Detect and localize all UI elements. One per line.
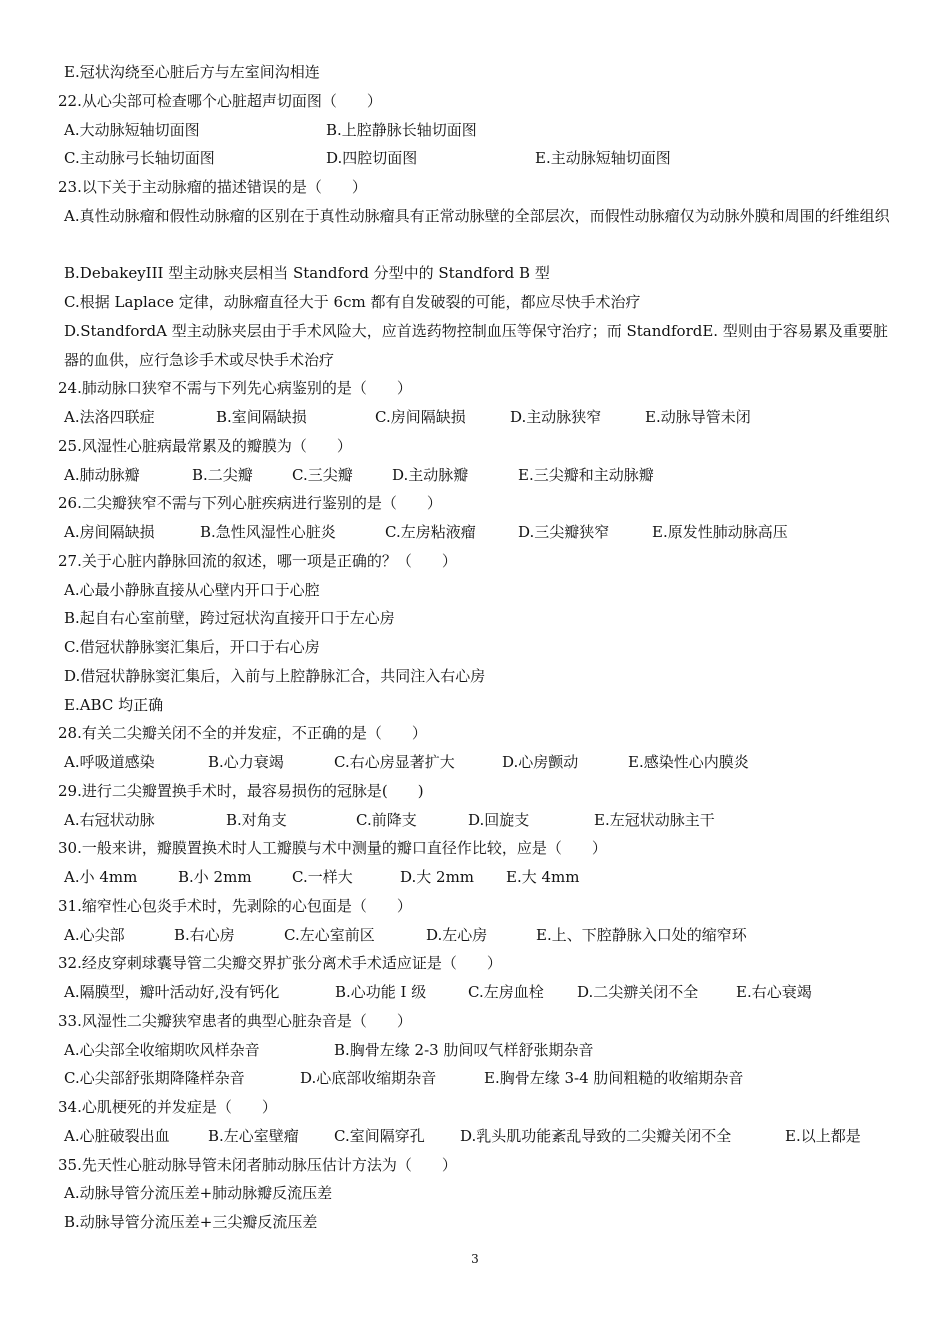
option-text: E.上、下腔静脉入口处的缩窄环 <box>536 925 747 944</box>
option-row <box>0 863 950 892</box>
option-row <box>0 1036 950 1065</box>
option-text: B.急性风湿性心脏炎 <box>200 523 336 541</box>
option-text: E.右心衰竭 <box>736 983 812 1001</box>
option-text: B.二尖瓣 <box>192 465 253 484</box>
option-row <box>0 748 950 777</box>
question-stem: 34.心肌梗死的并发症是（ ） <box>58 1098 277 1116</box>
option-row <box>0 403 950 432</box>
question-stem: 35.先天性心脏动脉导管未闭者肺动脉压估计方法为（ ） <box>58 1155 457 1174</box>
option-text: E.主动脉短轴切面图 <box>535 149 671 168</box>
question-stem: 29.进行二尖瓣置换手术时，最容易损伤的冠脉是( ) <box>58 781 424 800</box>
option-text: C.左房血栓 <box>468 983 544 1001</box>
option-text: B.小 2mm <box>178 868 252 886</box>
option-text: B.对角支 <box>226 810 287 829</box>
option-text: A.右冠状动脉 <box>64 810 155 829</box>
option-text: A.动脉导管分流压差+肺动脉瓣反流压差 <box>64 1184 333 1203</box>
option-row <box>0 116 950 145</box>
option-text: D.二尖辧关闭不全 <box>577 983 699 1001</box>
option-text: B.心力衰竭 <box>208 753 284 771</box>
option-text: A.房间隔缺损 <box>64 523 155 541</box>
option-text: A.心尖部 <box>64 925 125 944</box>
option-text: C.前降支 <box>356 810 417 829</box>
option-row <box>0 1064 950 1093</box>
option-text: A.心最小静脉直接从心壁内开口于心腔 <box>64 580 320 599</box>
question-stem: 31.缩窄性心包炎手术时，先剥除的心包面是（ ） <box>58 896 412 915</box>
option-row <box>0 978 950 1007</box>
option-text: B.DebakeyIII 型主动脉夹层相当 Standford 分型中的 Standford B 型 <box>64 264 550 283</box>
document-body <box>0 58 950 1237</box>
option-text: A.心脏破裂出血 <box>64 1126 170 1145</box>
question-stem: 27.关于心脏内静脉回流的叙述，哪一项是正确的？（ ） <box>58 551 457 570</box>
option-text: A.呼吸道感染 <box>64 753 155 771</box>
option-text: E.原发性肺动脉高压 <box>652 523 788 541</box>
question-stem: 30.一般来讲，瓣膜置换术时人工瓣膜与术中测量的瓣口直径作比较，应是（ ） <box>58 839 607 858</box>
option-text: A.隔膜型，瓣叶活动好,没有钙化 <box>64 983 280 1001</box>
option-text: B.室间隔缺损 <box>216 408 307 426</box>
option-text: E.冠状沟绕至心脏后方与左室间沟相连 <box>64 63 320 81</box>
option-text: B.左心室壁瘤 <box>208 1126 299 1145</box>
option-text: C.房间隔缺损 <box>375 408 466 426</box>
option-row <box>0 806 950 835</box>
option-text: D.左心房 <box>426 925 488 944</box>
option-text: B.动脉导管分流压差+三尖瓣反流压差 <box>64 1213 318 1231</box>
option-row <box>0 461 950 490</box>
option-text: C.左心室前区 <box>284 925 375 944</box>
question-stem: 33.风湿性二尖瓣狭窄患者的典型心脏杂音是（ ） <box>58 1011 412 1030</box>
option-text: C.根据 Laplace 定律，动脉瘤直径大于 6cm 都有自发破裂的可能，都应尽快手术治疗 <box>64 293 641 311</box>
option-text: D.主动脉狭窄 <box>510 408 602 426</box>
option-text: A.大动脉短轴切面图 <box>64 120 200 139</box>
option-text: D.主动脉瓣 <box>392 465 469 484</box>
option-text: C.主动脉弓长轴切面图 <box>64 149 215 168</box>
option-text: C.一样大 <box>292 868 353 886</box>
question-stem: 32.经皮穿刺球囊导管二尖瓣交界扩张分离术手术适应证是（ ） <box>58 954 502 973</box>
option-text: E.ABC 均正确 <box>64 695 164 714</box>
option-text: D.四腔切面图 <box>326 149 418 168</box>
option-row <box>0 144 950 173</box>
question-stem: 26.二尖瓣狭窄不需与下列心脏疾病进行鉴别的是（ ） <box>58 494 442 513</box>
option-row <box>0 1122 950 1151</box>
option-text: D.StandfordA 型主动脉夹层由于手术风险大，应首选药物控制血压等保守治疗；而 StandfordE. 型则由于容易累及重要脏器的血供，应行急诊手术或尽快手术治疗 <box>64 321 888 369</box>
option-row <box>0 921 950 950</box>
option-text: D.心底部收缩期杂音 <box>300 1069 437 1088</box>
option-text: C.左房粘液瘤 <box>385 523 476 541</box>
option-text: D.借冠状静脉窦汇集后，入前与上腔静脉汇合，共同注入右心房 <box>64 666 486 685</box>
option-text: B.起自右心室前壁，跨过冠状沟直接开口于左心房 <box>64 609 395 628</box>
question-stem: 23.以下关于主动脉瘤的描述错误的是（ ） <box>58 178 367 196</box>
option-text: C.右心房显著扩大 <box>334 753 455 771</box>
option-text: E.感染性心内膜炎 <box>628 753 749 771</box>
option-text: E.胸骨左缘 3-4 肋间粗糙的收缩期杂音 <box>484 1069 744 1088</box>
question-stem: 25.风湿性心脏病最常累及的瓣膜为（ ） <box>58 436 352 455</box>
option-text: A.肺动脉瓣 <box>64 465 140 484</box>
page-number: 3 <box>471 1252 479 1266</box>
option-text: D.乳头肌功能紊乱导致的二尖瓣关闭不全 <box>460 1126 732 1145</box>
question-stem: 28.有关二尖瓣关闭不全的并发症，不正确的是（ ） <box>58 724 427 743</box>
option-text: E.左冠状动脉主干 <box>594 810 715 829</box>
option-text: D.心房颤动 <box>502 753 579 771</box>
option-text: E.以上都是 <box>785 1126 861 1145</box>
option-text: E.三尖瓣和主动脉瓣 <box>518 465 654 484</box>
option-text: B.上腔静脉长轴切面图 <box>326 120 477 139</box>
option-text: A.法洛四联症 <box>64 408 155 426</box>
option-text: C.三尖瓣 <box>292 465 353 484</box>
option-row <box>0 518 950 547</box>
option-text: C.借冠状静脉窦汇集后，开口于右心房 <box>64 638 320 656</box>
option-text: D.大 2mm <box>400 868 475 886</box>
option-text: A.真性动脉瘤和假性动脉瘤的区别在于真性动脉瘤具有正常动脉壁的全部层次，而假性动脉瘤仅为动脉外膜和周围的纤维组织 <box>64 206 890 225</box>
option-text: A.小 4mm <box>64 868 138 886</box>
option-text: B.心功能 I 级 <box>335 983 427 1001</box>
option-text: B.右心房 <box>174 925 235 944</box>
option-text: A.心尖部全收缩期吹风样杂音 <box>64 1040 260 1059</box>
option-text: E.动脉导管未闭 <box>645 408 751 426</box>
question-stem: 22.从心尖部可检查哪个心脏超声切面图（ ） <box>58 91 382 110</box>
option-text: E.大 4mm <box>506 868 580 886</box>
option-text: C.室间隔穿孔 <box>334 1126 425 1145</box>
option-text: D.回旋支 <box>468 810 530 829</box>
option-text: C.心尖部舒张期降隆样杂音 <box>64 1069 245 1088</box>
question-stem: 24.肺动脉口狭窄不需与下列先心病鉴别的是（ ） <box>58 379 412 398</box>
option-text: D.三尖瓣狭窄 <box>518 523 610 541</box>
option-text: B.胸骨左缘 2-3 肋间叹气样舒张期杂音 <box>334 1040 594 1059</box>
